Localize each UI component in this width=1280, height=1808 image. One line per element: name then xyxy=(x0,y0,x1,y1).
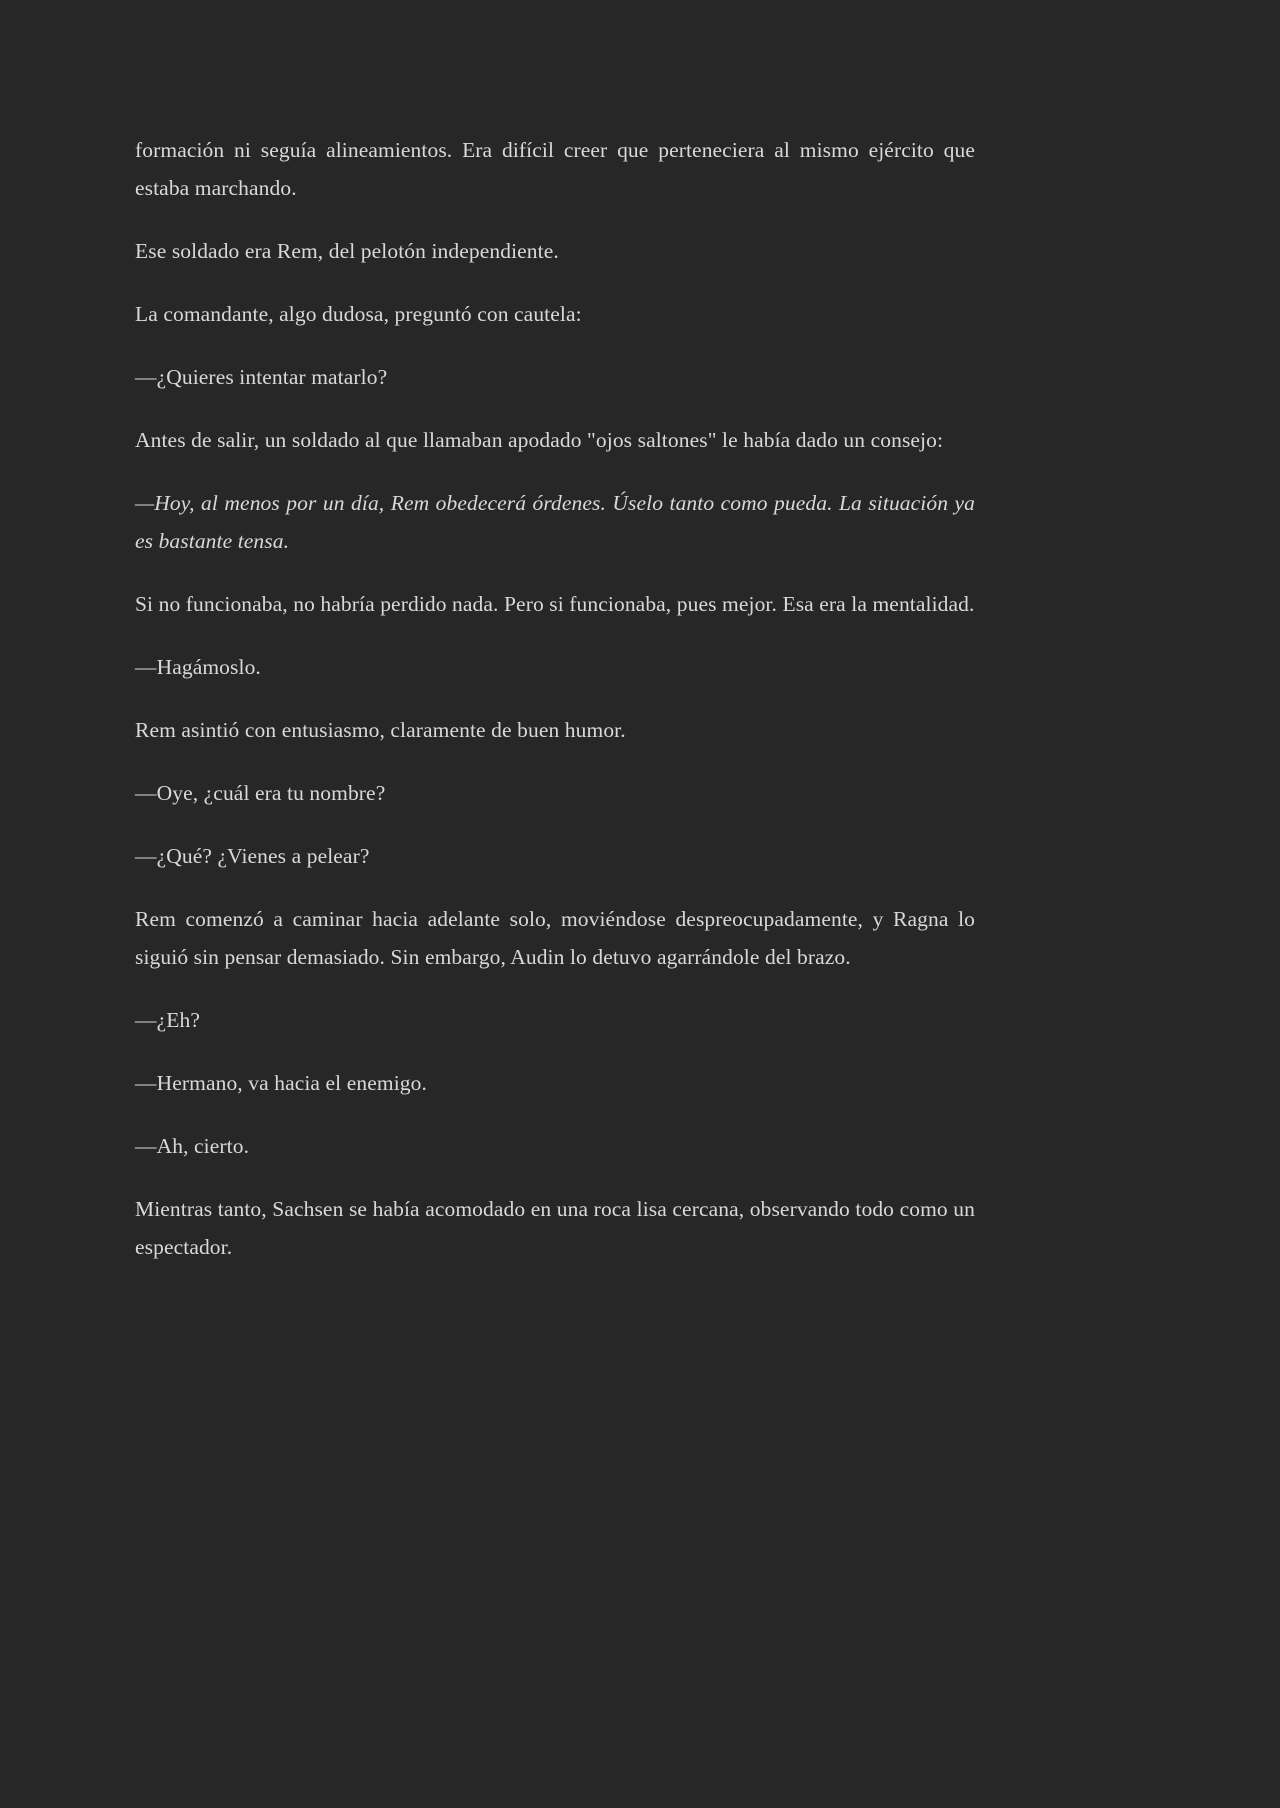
text-content xyxy=(135,131,975,1266)
paragraph: —¿Eh? xyxy=(135,1008,200,1032)
paragraph: Antes de salir, un soldado al que llamaban apodado "ojos saltones" le había dado un consejo: xyxy=(135,428,944,452)
paragraph: —Ah, cierto. xyxy=(135,1134,250,1158)
document-page xyxy=(135,0,975,1391)
paragraph: formación ni seguía alineamientos. Era difícil creer que perteneciera al mismo ejército que estaba marchando. xyxy=(135,138,975,200)
paragraph: Ese soldado era Rem, del pelotón independiente. xyxy=(135,239,559,263)
paragraph: —Hermano, va hacia el enemigo. xyxy=(135,1071,427,1095)
paragraph: Rem asintió con entusiasmo, claramente de buen humor. xyxy=(135,718,626,742)
paragraph: —¿Qué? ¿Vienes a pelear? xyxy=(135,844,370,868)
paragraph: —Oye, ¿cuál era tu nombre? xyxy=(135,781,386,805)
paragraph: —Hagámoslo. xyxy=(135,655,261,679)
paragraph: —Hoy, al menos por un día, Rem obedecerá órdenes. Úselo tanto como pueda. La situación ya es bastante tensa. xyxy=(135,491,975,553)
paragraph: Si no funcionaba, no habría perdido nada. Pero si funcionaba, pues mejor. Esa era la mentalidad. xyxy=(135,592,975,616)
paragraph: Rem comenzó a caminar hacia adelante solo, moviéndose despreocupadamente, y Ragna lo siguió sin pensar demasiado. Sin embargo, Audin lo detuvo agarrándole del brazo. xyxy=(135,907,975,969)
paragraph: —¿Quieres intentar matarlo? xyxy=(135,365,388,389)
paragraph: La comandante, algo dudosa, preguntó con cautela: xyxy=(135,302,582,326)
paragraph: Mientras tanto, Sachsen se había acomodado en una roca lisa cercana, observando todo como un espectador. xyxy=(135,1197,975,1259)
